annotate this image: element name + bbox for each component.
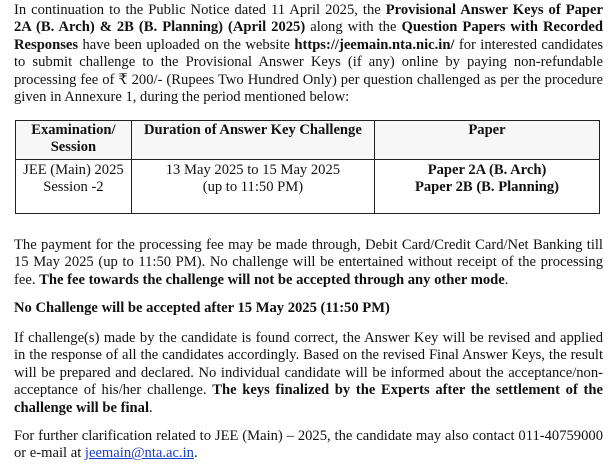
payment-paragraph — [14, 237, 603, 289]
header-session: Session — [50, 139, 97, 156]
if-challenge-text-1: If challenge(s) made by the candidate is found correct, the Answer Key will be revised and applied in the response of all the candidates accordingly. Based on the revised Final Answer Keys, the result will be prepared and declared. No individual candidate will be informed about the acceptance/non-acceptance of his/her challenge. — [14, 330, 603, 399]
paper-2b: Paper 2B (B. Planning) — [414, 179, 560, 196]
contact-text-end: . — [193, 445, 198, 462]
intro-paragraph — [14, 2, 603, 106]
header-paper: Paper — [375, 121, 600, 160]
intro-bold-website: https://jeemain.nta.nic.in/ — [294, 36, 455, 53]
payment-text-2: . — [504, 271, 509, 288]
exam-name: JEE (Main) 2025 — [23, 162, 124, 178]
payment-text-1: The payment for the processing fee may be made through, Debit Card/Credit Card/Net Banking till 15 May 2025 (up to 11:50 PM). No challenge will be entertained without receipt of the processing fee. — [14, 237, 603, 288]
paper-2a: Paper 2A (B. Arch) — [427, 162, 547, 178]
contact-text: For further clarification related to JEE (Main) – 2025, the candidate may also contact 011-40759000 or e-mail at — [14, 428, 603, 462]
if-challenge-text-2: . — [149, 399, 153, 416]
no-challenge-heading: No Challenge will be accepted after 15 May 2025 (11:50 PM) — [14, 300, 390, 316]
header-examination-session — [16, 121, 132, 160]
intro-text-3: have been uploaded on the website — [78, 36, 295, 53]
intro-text-1: In continuation to the Public Notice dated 11 April 2025, the — [14, 2, 386, 18]
cell-examination — [16, 160, 132, 214]
challenge-schedule-table — [15, 120, 600, 214]
header-duration: Duration of Answer Key Challenge — [131, 121, 374, 160]
cell-paper — [375, 160, 600, 214]
duration-dates: 13 May 2025 to 15 May 2025 — [165, 162, 341, 178]
table-header-row — [16, 121, 600, 160]
intro-bold-question-papers: Question Papers with Recorded Responses — [14, 19, 603, 53]
cell-duration — [131, 160, 374, 214]
if-challenge-bold-final: The keys finalized by the Experts after the settlement of the challenge will be final — [14, 382, 603, 416]
email-link[interactable]: jeemain@nta.ac.in — [84, 445, 194, 462]
exam-session: Session -2 — [43, 179, 104, 196]
payment-bold-mode: The fee towards the challenge will not be accepted through any other mode — [39, 271, 505, 288]
table-row — [16, 160, 600, 214]
intro-bold-answer-keys: Provisional Answer Keys of Paper 2A (B. Arch) & 2B (B. Planning) (April 2025) — [14, 2, 603, 36]
if-challenge-paragraph — [14, 330, 603, 417]
intro-text-2: along with the — [305, 19, 402, 36]
header-examination: Examination/ — [31, 122, 116, 138]
duration-time: (up to 11:50 PM) — [202, 179, 304, 196]
intro-text-4: for interested candidates to submit challenge to the Provisional Answer Keys (if any) online by paying non-refundable processing fee of ₹ 200/- (Rupees Two Hundred Only) per question challenged as per the procedure given in Annexure 1, during the period mentioned below: — [14, 36, 603, 106]
contact-paragraph — [14, 428, 603, 463]
